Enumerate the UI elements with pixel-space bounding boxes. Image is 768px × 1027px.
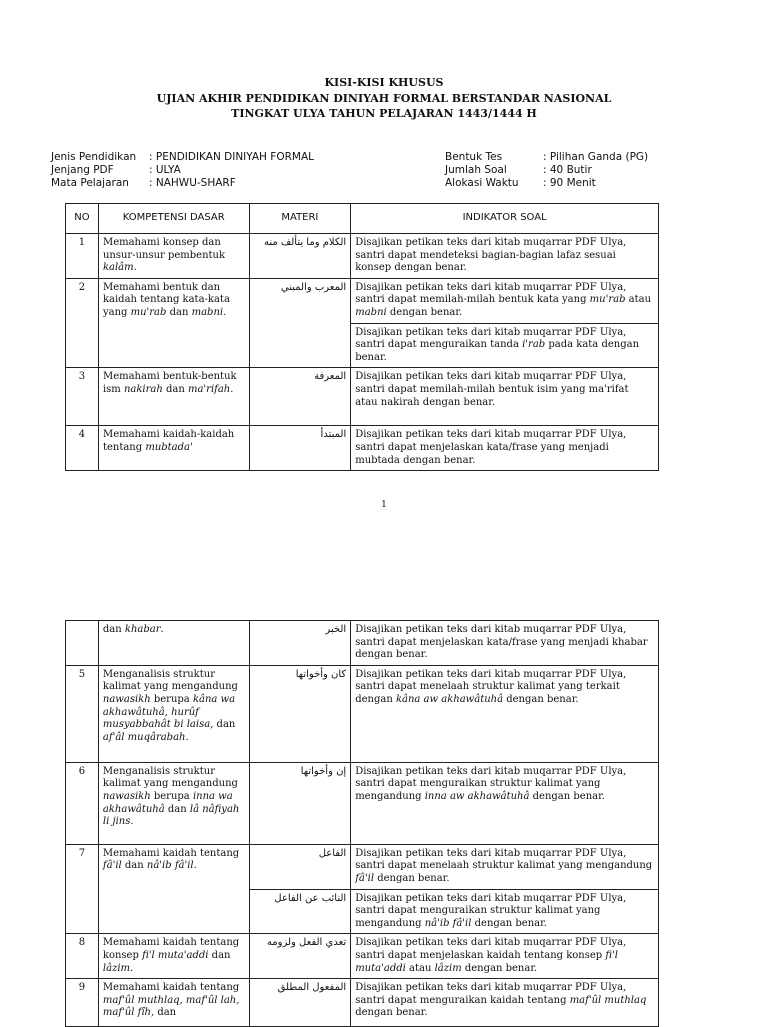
row-indikator: Disajikan petikan teks dari kitab muqarrar PDF Ulya, santri dapat menjelaskan kata/frase yang menjadi khabar dengan benar. [351,621,659,666]
kd-text: . [223,306,227,318]
ind-text: pada kata dengan benar. [355,339,640,363]
ind-term: maf'ûl muthlaq [569,994,647,1006]
table-row [66,665,659,762]
table-row [66,368,659,426]
row-kompetensi [98,426,249,471]
ind-term: kâna aw akhawâtuhâ [395,693,504,705]
kd-text: berupa [150,693,193,705]
row-kompetensi [98,278,249,368]
ind-term: i'rab [522,339,546,351]
kd-term: nakirah [123,383,163,395]
doc-title-line3: TINGKAT ULYA TAHUN PELAJARAN 1443/1444 H [231,107,537,120]
kd-term: fâ'il [102,860,122,872]
ind-text: dengan benar. [355,1007,428,1019]
ind-term: mu'rab [589,294,626,306]
ind-text: atau [625,294,652,306]
page-number: 1 [381,500,387,510]
kd-text: . [193,860,197,872]
kd-term: khabar [124,624,161,635]
kisi-table-page1 [65,203,659,471]
table-row [66,621,659,666]
ind-term: fâ'il [355,872,375,884]
table-row [66,979,659,1027]
kd-term: mubtada' [145,441,193,453]
table-row [66,762,659,844]
kd-text: dan [213,719,236,731]
row-materi: المفعول المطلق [249,979,351,1027]
row-indikator: Disajikan petikan teks dari kitab muqarrar PDF Ulya, santri dapat menjelaskan kata/frase yang menjadi mubtada dengan benar. [351,426,659,471]
ind-term: fi'l muta'addi [355,949,618,974]
header-materi: MATERI [249,204,351,234]
ind-term: lâzim [434,962,462,974]
header-kompetensi: KOMPETENSI DASAR [98,204,249,234]
kd-term: maf'ûl muthlaq, maf'ûl lah, maf'ûl fîh, [102,994,240,1019]
row-no: 4 [66,426,99,471]
kd-text: Memahami bentuk dan kaidah tentang kata-kata yang [102,281,230,318]
row-no [66,621,99,666]
ind-text: Disajikan petikan teks dari kitab muqarrar PDF Ulya, santri dapat menguraikan struktur kalimat yang mengandung [355,892,627,929]
header-indikator: INDIKATOR SOAL [351,204,659,234]
kd-term: lâ nâfiyah li jins [102,803,240,828]
kd-term: ma'rifah [187,383,231,395]
row-no: 3 [66,368,99,426]
meta-value: : 90 Menit [543,177,596,189]
ind-text: Disajikan petikan teks dari kitab muqarrar PDF Ulya, santri dapat menjelaskan kaidah tentang konsep [355,937,627,961]
header-no: NO [66,204,99,234]
row-materi: المعرب والمبني [249,278,351,368]
row-indikator [351,323,659,368]
kd-text: . [133,262,137,274]
kd-text: Memahami konsep dan unsur-unsur pembentuk [102,237,226,261]
row-no: 8 [66,934,99,979]
row-kompetensi [98,934,249,979]
table-row [66,234,659,279]
row-kompetensi [98,762,249,844]
kd-term: nawasikh [102,790,151,802]
kd-text: dan [166,306,192,318]
ind-text: atau [405,962,435,974]
kd-term: kalâm [102,262,134,274]
ind-text: dengan benar. [529,790,605,802]
kd-term: inna wa akhawâtuhâ [102,790,233,815]
kd-text: . [130,816,134,828]
row-kompetensi [98,979,249,1027]
kd-text: dan [208,949,231,961]
kd-text: Memahami kaidah tentang [102,847,240,859]
ind-text: dengan benar. [471,917,547,929]
ind-text: dengan benar. [461,962,538,974]
kd-text: Memahami kaidah tentang [102,982,240,994]
meta-right [445,151,648,190]
row-materi: الفاعل [249,844,351,889]
kd-text: berupa [150,790,193,802]
meta-left [51,151,314,190]
kd-text: dan [164,803,190,815]
row-materi: النائب عن الفاعل [249,889,351,934]
kd-term: nâ'ib fâ'il [146,860,194,872]
meta-key: Jenjang PDF [51,164,114,176]
meta-value: : NAHWU-SHARF [149,177,236,189]
kd-term: mu'rab [130,306,167,318]
ind-text: dengan benar. [386,306,463,318]
kd-text: Menganalisis struktur kalimat yang mengandung [102,765,238,790]
row-no: 5 [66,665,99,762]
row-kompetensi [98,234,249,279]
table-row [66,278,659,323]
ind-text: Disajikan petikan teks dari kitab muqarrar PDF Ulya, santri dapat memilah-milah bentuk kata yang [355,281,627,306]
ind-term: inna aw akhawâtuhâ [424,790,530,802]
row-no: 9 [66,979,99,1027]
row-materi: تعدي الفعل ولزومه [249,934,351,979]
meta-value: : Pilihan Ganda (PG) [543,151,649,163]
kd-text: . [185,731,189,743]
row-materi: إن وأخواتها [249,762,351,844]
row-no: 6 [66,762,99,844]
ind-text: Disajikan petikan teks dari kitab muqarrar PDF Ulya, santri dapat menguraikan tanda [355,326,627,351]
row-indikator [351,979,659,1027]
kisi-table-page2 [65,620,659,1027]
row-indikator [351,934,659,979]
row-kompetensi [98,844,249,934]
kd-text: . [230,383,234,395]
kd-text: Memahami kaidah tentang konsep [102,937,240,961]
row-materi: الكلام وما يتألف منه [249,234,351,279]
document-page-2 [0,560,768,1024]
meta-value: : 40 Butir [543,164,592,176]
row-materi: كان وأخواتها [249,665,351,762]
row-indikator: Disajikan petikan teks dari kitab muqarrar PDF Ulya, santri dapat memilah-milah bentuk isim yang ma'rifat atau nakirah dengan benar. [351,368,659,426]
kd-term: mabni [191,306,224,318]
row-no: 1 [66,234,99,279]
table-row [66,426,659,471]
kd-text: . [160,624,164,635]
kd-text: dan [154,1007,177,1019]
row-indikator [351,762,659,844]
kd-text: Menganalisis struktur kalimat yang mengandung [102,668,238,693]
meta-key: Bentuk Tes [445,151,503,163]
table-row [66,934,659,979]
row-materi: المبتدأ [249,426,351,471]
ind-text: dengan benar. [374,872,450,884]
kd-text: Memahami kaidah-kaidah tentang [102,429,235,453]
row-kompetensi [98,621,249,666]
row-no: 7 [66,844,99,934]
row-no: 2 [66,278,99,368]
ind-term: nâ'ib fâ'il [424,917,472,929]
row-kompetensi [98,368,249,426]
kd-term: af'âl muqârabah [102,731,186,743]
kd-text: dan [102,624,125,635]
kd-term: fi'l muta'addi [142,949,209,961]
ind-text: dengan benar. [503,693,579,705]
row-materi: الخبر [249,621,351,666]
meta-key: Jumlah Soal [445,164,507,176]
kd-text: Memahami bentuk-bentuk ism [102,371,237,395]
row-indikator [351,665,659,762]
ind-text: Disajikan petikan teks dari kitab muqarrar PDF Ulya, santri dapat menelaah struktur kalimat yang mengandung [355,847,653,872]
meta-value: : ULYA [149,164,181,176]
kd-text: dan [162,383,188,395]
row-materi: المعرفة [249,368,351,426]
meta-value: : PENDIDIKAN DINIYAH FORMAL [149,151,314,163]
row-indikator [351,844,659,889]
ind-term: mabni [355,306,387,318]
doc-title-line2: UJIAN AKHIR PENDIDIKAN DINIYAH FORMAL BERSTANDAR NASIONAL [156,92,612,105]
doc-title-line1: KISI-KISI KHUSUS [324,76,444,89]
kd-text: . [130,962,134,974]
ind-text: Disajikan petikan teks dari kitab muqarrar PDF Ulya, santri dapat menelaah struktur kalimat yang terkait dengan [355,668,627,705]
kd-term: nawasikh [102,693,151,705]
row-indikator [351,889,659,934]
meta-key: Alokasi Waktu [445,177,519,189]
row-indikator: Disajikan petikan teks dari kitab muqarrar PDF Ulya, santri dapat mendeteksi bagian-bagian lafaz sesuai konsep dengan benar. [351,234,659,279]
kd-text: dan [121,860,147,872]
ind-text: Disajikan petikan teks dari kitab muqarrar PDF Ulya, santri dapat menguraikan struktur kalimat yang mengandung [355,765,627,802]
kd-term: kâna wa akhawâtuhâ, hurûf musyabbahât bi laisa, [102,693,236,731]
row-kompetensi [98,665,249,762]
table-header-row [66,204,659,234]
kd-term: lâzim [102,962,131,974]
table-row [66,844,659,889]
row-indikator [351,278,659,323]
meta-key: Mata Pelajaran [51,177,129,189]
ind-text: Disajikan petikan teks dari kitab muqarrar PDF Ulya, santri dapat menguraikan kaidah tentang [355,982,627,1006]
meta-key: Jenis Pendidikan [51,151,137,163]
